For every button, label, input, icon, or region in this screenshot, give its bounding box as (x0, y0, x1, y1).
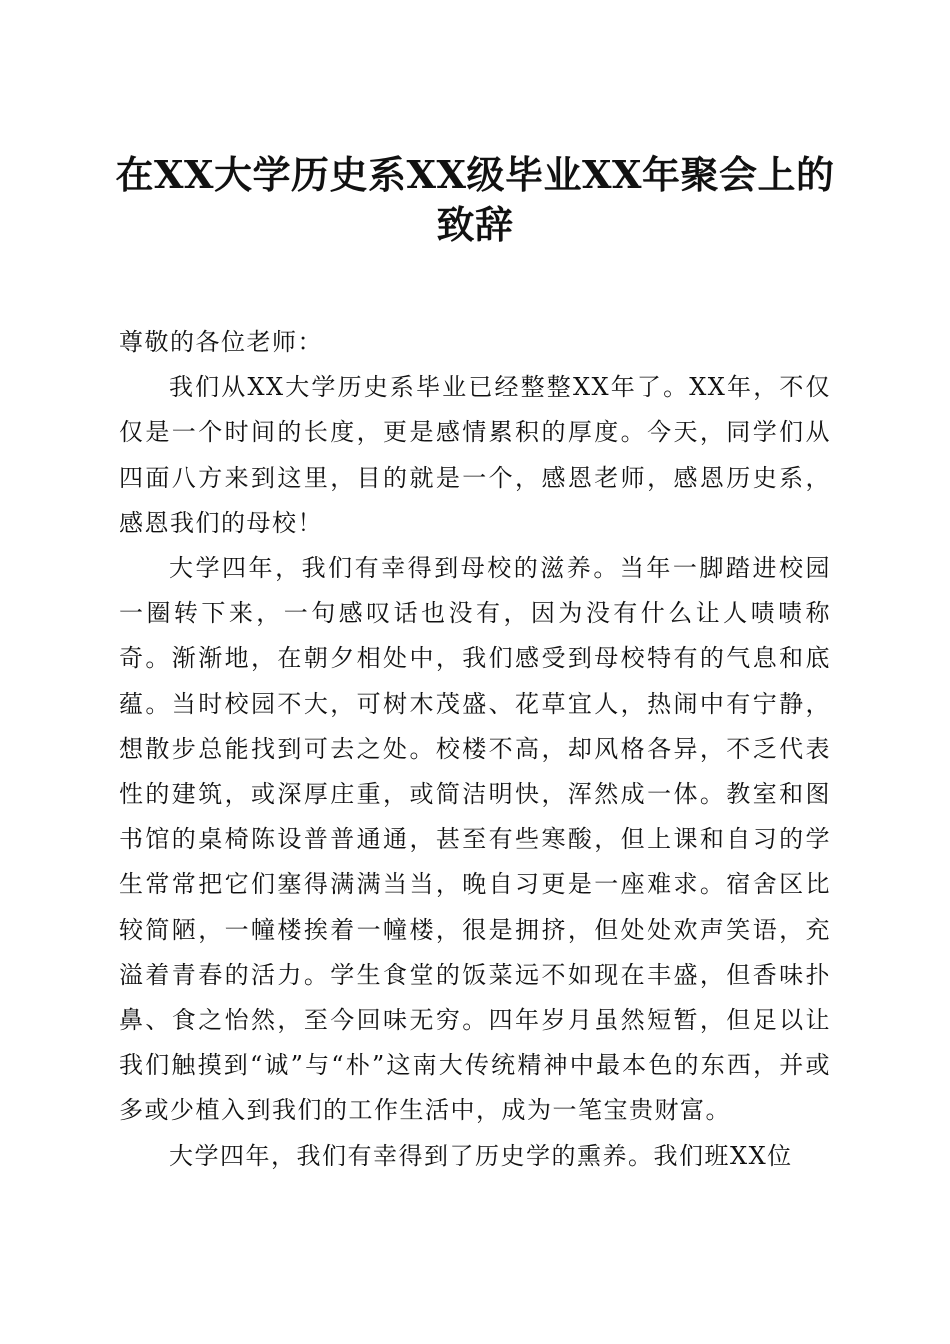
paragraph-2: 大学四年，我们有幸得到母校的滋养。当年一脚踏进校园一圈转下来，一句感叹话也没有，因为没有什么让人啧啧称奇。渐渐地，在朝夕相处中，我们感受到母校特有的气息和底蕴。当时校园不大，可树木茂盛、花草宜人，热闹中有宁静，想散步总能找到可去之处。校楼不高，却风格各异，不乏代表性的建筑，或深厚庄重，或简洁明快，浑然成一体。教室和图书馆的桌椅陈设普普通通，甚至有些寒酸，但上课和自习的学生常常把它们塞得满满当当，晚自习更是一座难求。宿舍区比较简陋，一幢楼挨着一幢楼，很是拥挤，但处处欢声笑语，充溢着青春的活力。学生食堂的饭菜远不如现在丰盛，但香味扑鼻、食之怡然，至今回味无穷。四年岁月虽然短暂，但足以让我们触摸到“诚”与“朴”这南大传统精神中最本色的东西，并或多或少植入到我们的工作生活中，成为一笔宝贵财富。 (119, 554, 831, 1125)
document-body (119, 320, 831, 1179)
salutation: 尊敬的各位老师： (119, 328, 323, 356)
paragraph-1: 我们从XX大学历史系毕业已经整整XX年了。XX年，不仅仅是一个时间的长度，更是感情累积的厚度。今天，同学们从四面八方来到这里，目的就是一个，感恩老师，感恩历史系，感恩我们的母校！ (119, 373, 831, 537)
document-title (100, 150, 850, 250)
title-line-2: 致辞 (436, 202, 514, 247)
title-line-1: 在XX大学历史系XX级毕业XX年聚会上的 (115, 152, 835, 197)
paragraph-3: 大学四年，我们有幸得到了历史学的熏养。我们班XX位 (169, 1141, 793, 1170)
